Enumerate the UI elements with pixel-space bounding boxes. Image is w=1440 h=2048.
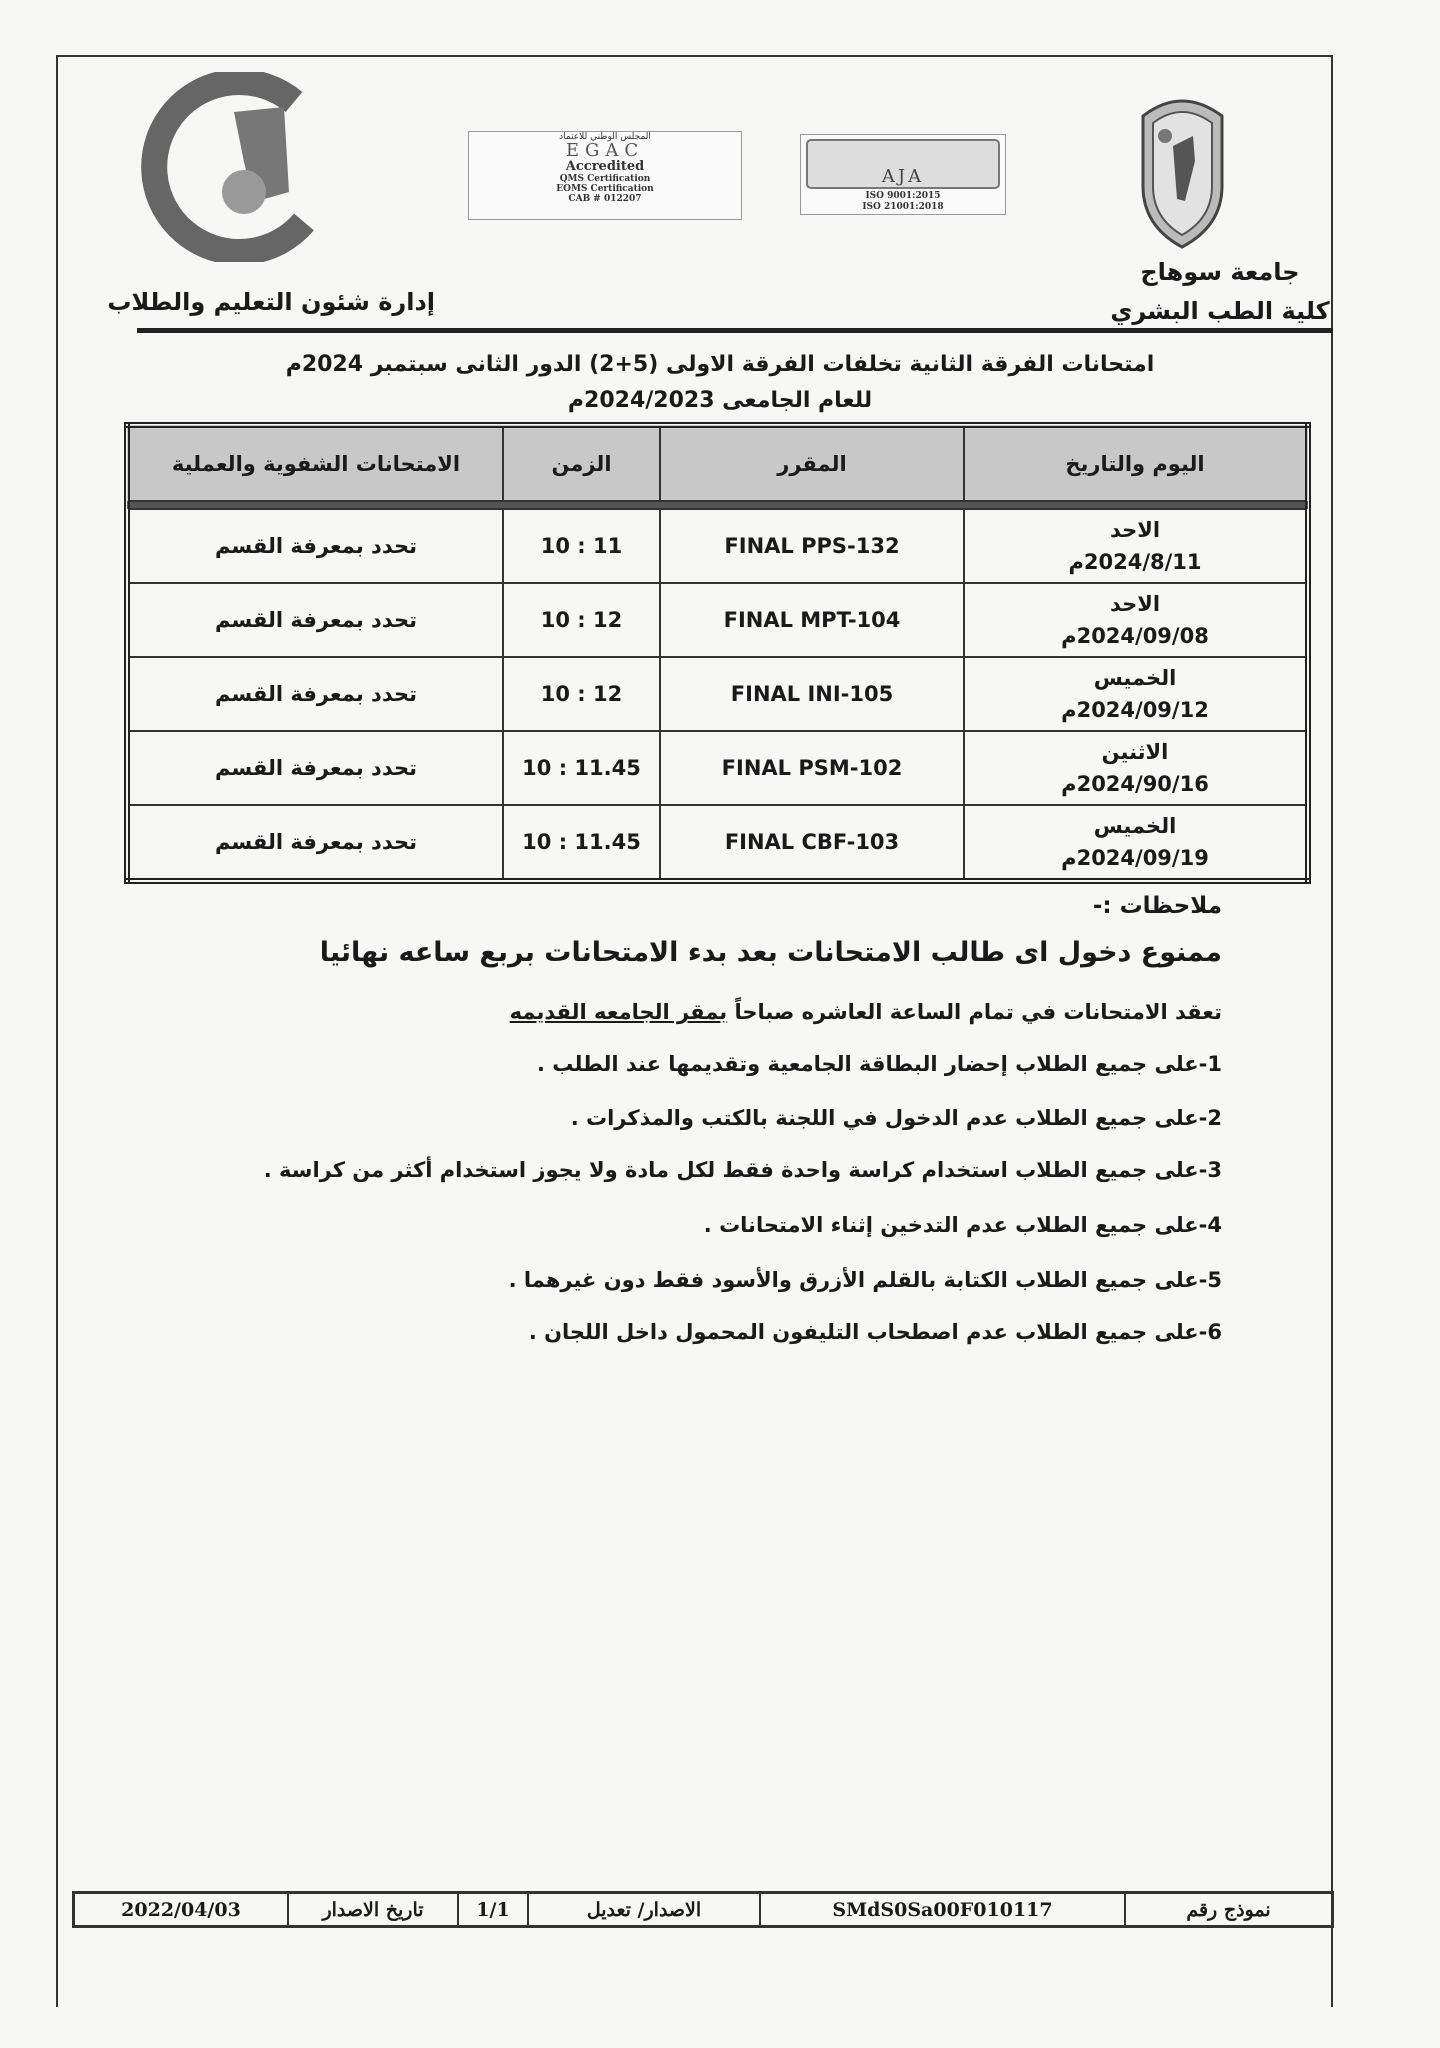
time-cell: 10 : 12 xyxy=(503,583,660,657)
egac-arabic-line: المجلس الوطني للاعتماد xyxy=(559,132,651,142)
form-number-label: نموذج رقم xyxy=(1125,1893,1333,1927)
oral-practical-cell: تحدد بمعرفة القسم xyxy=(127,805,503,881)
egac-status: Accredited xyxy=(565,159,645,174)
issue-date: 2022/04/03 xyxy=(74,1893,289,1927)
exam-location-note xyxy=(510,1000,1222,1024)
notes-heading: ملاحظات :- xyxy=(1092,893,1222,919)
location-underlined: بمقر الجامعه القديمه xyxy=(509,1000,728,1024)
academic-year: للعام الجامعى 2024/2023م xyxy=(567,388,873,413)
document-title: امتحانات الفرقة الثانية تخلفات الفرقة الاولى (5+2) الدور الثانى سبتمبر 2024م xyxy=(285,352,1155,377)
table-header-row xyxy=(127,425,1308,501)
egac-accreditation-badge xyxy=(468,131,742,220)
day: الاحد xyxy=(1109,592,1161,616)
table-row xyxy=(127,731,1308,805)
date: 2024/8/11م xyxy=(1068,550,1202,574)
table-row xyxy=(127,509,1308,583)
page-frame xyxy=(56,55,1333,2007)
aja-name: AJA xyxy=(881,166,925,187)
date: 2024/09/19م xyxy=(1061,846,1209,870)
egac-line: EOMS Certification xyxy=(556,184,654,194)
header-separator xyxy=(127,501,1308,509)
form-footer-table xyxy=(72,1891,1334,1928)
day: الخميس xyxy=(1093,666,1177,690)
day: الخميس xyxy=(1093,814,1177,838)
oral-practical-cell: تحدد بمعرفة القسم xyxy=(127,657,503,731)
table-row xyxy=(127,583,1308,657)
note-item: 4-على جميع الطلاب عدم التدخين إثناء الامتحانات . xyxy=(703,1213,1222,1237)
egac-line: CAB # 012207 xyxy=(568,194,642,204)
egac-line: QMS Certification xyxy=(559,174,651,184)
day-date-cell xyxy=(964,657,1308,731)
note-item: 5-على جميع الطلاب الكتابة بالقلم الأزرق والأسود فقط دون غيرهما . xyxy=(508,1268,1222,1292)
aja-line: ISO 9001:2015 xyxy=(865,191,941,201)
date: 2024/09/08م xyxy=(1061,624,1209,648)
course-cell: FINAL MPT-104 xyxy=(660,583,964,657)
note-item: 3-على جميع الطلاب استخدام كراسة واحدة فقط لكل مادة ولا يجوز استخدام أكثر من كراسة . xyxy=(263,1158,1222,1182)
course-cell: FINAL PPS-132 xyxy=(660,509,964,583)
egac-name: EGAC xyxy=(565,140,645,161)
table-row xyxy=(127,657,1308,731)
sohag-university-emblem xyxy=(1135,91,1230,249)
aja-line: ISO 21001:2018 xyxy=(862,202,944,212)
time-cell: 10 : 12 xyxy=(503,657,660,731)
aja-iso-badge xyxy=(800,134,1006,215)
faculty-name: كلية الطب البشري xyxy=(1110,297,1330,325)
day-date-cell xyxy=(964,805,1308,881)
header-course: المقرر xyxy=(660,425,964,501)
exam-schedule-table xyxy=(124,422,1311,884)
course-cell: FINAL CBF-103 xyxy=(660,805,964,881)
day-date-cell xyxy=(964,731,1308,805)
time-cell: 10 : 11 xyxy=(503,509,660,583)
header-day-date: اليوم والتاريخ xyxy=(964,425,1308,501)
oral-practical-cell: تحدد بمعرفة القسم xyxy=(127,731,503,805)
version-value: 1/1 xyxy=(458,1893,528,1927)
oral-practical-cell: تحدد بمعرفة القسم xyxy=(127,583,503,657)
location-prefix: تعقد الامتحانات في تمام الساعة العاشره صباحاً xyxy=(727,1000,1222,1024)
oral-practical-cell: تحدد بمعرفة القسم xyxy=(127,509,503,583)
late-entry-warning: ممنوع دخول اى طالب الامتحانات بعد بدء الامتحانات بربع ساعه نهائيا xyxy=(319,937,1222,968)
aja-logo xyxy=(806,139,1000,189)
course-cell: FINAL INI-105 xyxy=(660,657,964,731)
university-name: جامعة سوهاج xyxy=(1140,258,1300,286)
form-code: SMdS0Sa00F010117 xyxy=(760,1893,1125,1927)
table-row xyxy=(127,805,1308,881)
day-date-cell xyxy=(964,583,1308,657)
issue-date-label: تاريخ الاصدار xyxy=(288,1893,458,1927)
note-item: 2-على جميع الطلاب عدم الدخول في اللجنة بالكتب والمذكرات . xyxy=(570,1106,1222,1130)
header-oral-practical: الامتحانات الشفوية والعملية xyxy=(127,425,503,501)
course-cell: FINAL PSM-102 xyxy=(660,731,964,805)
day: الاثنين xyxy=(1101,740,1169,764)
day: الاحد xyxy=(1109,518,1161,542)
version-label: الاصدار/ تعديل xyxy=(528,1893,760,1927)
note-item: 6-على جميع الطلاب عدم اصطحاب التليفون المحمول داخل اللجان . xyxy=(528,1320,1222,1344)
header-time: الزمن xyxy=(503,425,660,501)
day-date-cell xyxy=(964,509,1308,583)
time-cell: 10 : 11.45 xyxy=(503,805,660,881)
department-name: إدارة شئون التعليم والطلاب xyxy=(107,288,435,316)
faculty-of-medicine-logo xyxy=(124,72,346,262)
note-item: 1-على جميع الطلاب إحضار البطاقة الجامعية وتقديمها عند الطلب . xyxy=(536,1052,1222,1076)
date: 2024/09/12م xyxy=(1061,698,1209,722)
time-cell: 10 : 11.45 xyxy=(503,731,660,805)
header-divider xyxy=(137,328,1333,333)
date: 2024/90/16م xyxy=(1061,772,1209,796)
